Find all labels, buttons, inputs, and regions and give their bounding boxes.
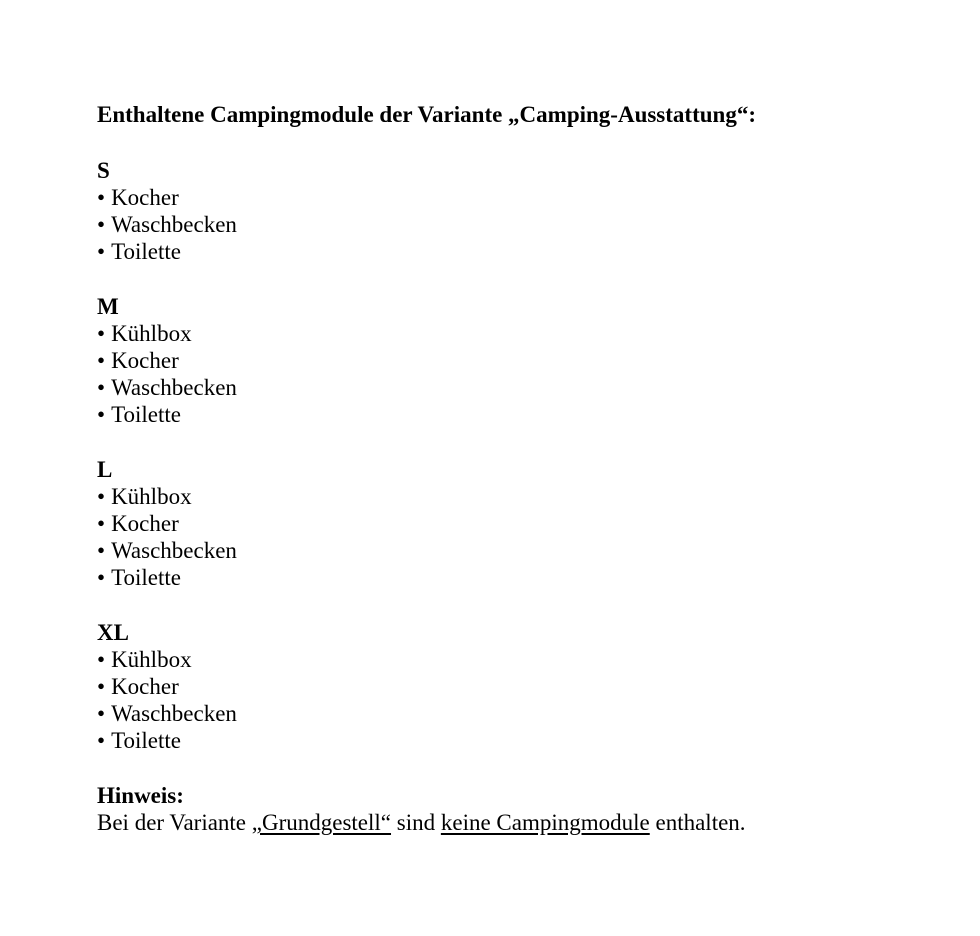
item-label: Kühlbox — [111, 484, 192, 509]
item-label: Waschbecken — [111, 538, 237, 563]
note-underlined-grundgestell: „Grundgestell“ — [251, 810, 392, 835]
bullet: • — [97, 321, 106, 346]
bullet: • — [97, 348, 106, 373]
item-label: Waschbecken — [111, 375, 237, 400]
list-item — [97, 537, 917, 564]
bullet: • — [97, 239, 106, 264]
item-list-s — [97, 184, 917, 265]
bullet: • — [97, 375, 106, 400]
item-label: Toilette — [111, 402, 181, 427]
bullet: • — [97, 212, 106, 237]
item-label: Kocher — [111, 185, 179, 210]
section-heading-l: L — [97, 457, 113, 482]
item-list-l — [97, 483, 917, 591]
item-label: Kühlbox — [111, 321, 192, 346]
section-s — [97, 157, 917, 265]
item-label: Waschbecken — [111, 212, 237, 237]
list-item — [97, 401, 917, 428]
document-title: Enthaltene Campingmodule der Variante „Camping-Ausstattung“: — [97, 102, 756, 127]
item-label: Kocher — [111, 348, 179, 373]
bullet: • — [97, 647, 106, 672]
section-m — [97, 293, 917, 428]
document-body — [97, 101, 917, 836]
item-label: Kühlbox — [111, 647, 192, 672]
note-heading: Hinweis: — [97, 783, 184, 808]
item-list-xl — [97, 646, 917, 754]
section-l — [97, 456, 917, 591]
list-item — [97, 700, 917, 727]
note-block — [97, 782, 917, 836]
item-list-m — [97, 320, 917, 428]
list-item — [97, 211, 917, 238]
note-text-part: Bei der Variante — [97, 810, 252, 835]
note-text — [97, 809, 917, 836]
item-label: Toilette — [111, 728, 181, 753]
bullet: • — [97, 728, 106, 753]
section-heading-xl: XL — [97, 620, 129, 645]
note-text-part: sind — [391, 810, 441, 835]
bullet: • — [97, 511, 106, 536]
list-item — [97, 483, 917, 510]
item-label: Waschbecken — [111, 701, 237, 726]
bullet: • — [97, 484, 106, 509]
section-heading-m: M — [97, 294, 119, 319]
note-underlined-keine-campingmodule: keine Campingmodule — [440, 810, 650, 835]
list-item — [97, 374, 917, 401]
list-item — [97, 184, 917, 211]
section-heading-s: S — [97, 158, 110, 183]
bullet: • — [97, 402, 106, 427]
note-text-part: enthalten. — [649, 810, 746, 835]
list-item — [97, 646, 917, 673]
list-item — [97, 510, 917, 537]
bullet: • — [97, 565, 106, 590]
bullet: • — [97, 674, 106, 699]
list-item — [97, 238, 917, 265]
bullet: • — [97, 701, 106, 726]
bullet: • — [97, 538, 106, 563]
list-item — [97, 320, 917, 347]
item-label: Kocher — [111, 674, 179, 699]
list-item — [97, 727, 917, 754]
list-item — [97, 564, 917, 591]
bullet: • — [97, 185, 106, 210]
section-xl — [97, 619, 917, 754]
list-item — [97, 347, 917, 374]
item-label: Toilette — [111, 565, 181, 590]
item-label: Kocher — [111, 511, 179, 536]
item-label: Toilette — [111, 239, 181, 264]
list-item — [97, 673, 917, 700]
